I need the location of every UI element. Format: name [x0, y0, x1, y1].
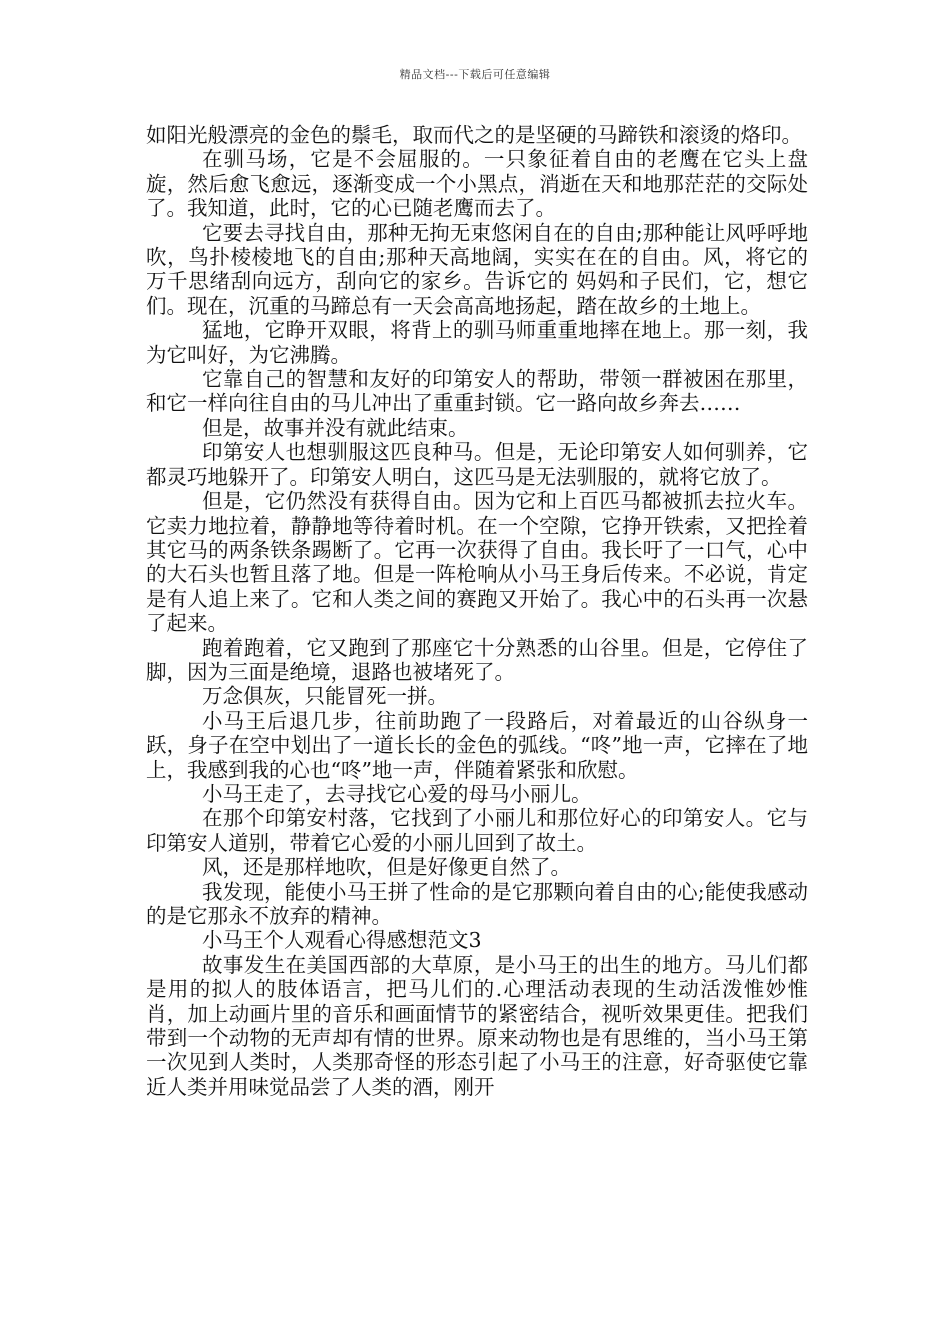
paragraph: 它靠自己的智慧和友好的印第安人的帮助，带领一群被困在那里，和它一样向往自由的马儿冲出了重重封锁。它一路向故乡奔去……	[146, 367, 808, 416]
paragraph: 它要去寻找自由，那种无拘无束悠闲自在的自由;那种能让风呼呼地吹，鸟扑棱棱地飞的自由;那种天高地阔，实实在在的自由。风，将它的万千思绪刮向远方，刮向它的家乡。告诉它的 妈妈和子民们，它，想它们。现在，沉重的马蹄总有一天会高高地扬起，踏在故乡的土地上。	[146, 220, 808, 318]
paragraph: 小马王走了，去寻找它心爱的母马小丽儿。	[202, 781, 592, 806]
paragraph: 小马王个人观看心得感想范文3	[202, 928, 482, 953]
paragraph: 跑着跑着，它又跑到了那座它十分熟悉的山谷里。但是，它停住了脚，因为三面是绝境，退路也被堵死了。	[146, 635, 808, 684]
paragraph: 但是，它仍然没有获得自由。因为它和上百匹马都被抓去拉火车。它卖力地拉着，静静地等待着时机。在一个空隙，它挣开铁索，又把拴着其它马的两条铁条踢断了。它再一次获得了自由。我长吁了一口气，心中的大石头也暂且落了地。但是一阵枪响从小马王身后传来。不必说，肯定是有人追上来了。它和人类之间的赛跑又开始了。我心中的石头再一次悬了起来。	[146, 489, 808, 636]
paragraph: 印第安人也想驯服这匹良种马。但是，无论印第安人如何驯养，它都灵巧地躲开了。印第安人明白，这匹马是无法驯服的，就将它放了。	[146, 440, 808, 489]
paragraph: 在那个印第安村落，它找到了小丽儿和那位好心的印第安人。它与印第安人道别，带着它心爱的小丽儿回到了故土。	[146, 806, 808, 855]
paragraph: 我发现，能使小马王拼了性命的是它那颗向着自由的心;能使我感动的是它那永不放弃的精神。	[146, 879, 808, 928]
document-body	[146, 123, 808, 1099]
paragraph: 猛地，它睁开双眼，将背上的驯马师重重地摔在地上。那一刻，我为它叫好，为它沸腾。	[146, 318, 808, 367]
paragraph: 小马王后退几步，往前助跑了一段路后，对着最近的山谷纵身一跃，身子在空中划出了一道长长的金色的弧线。“咚”地一声，它摔在了地上，我感到我的心也“咚”地一声，伴随着紧张和欣慰。	[146, 708, 808, 782]
paragraph: 故事发生在美国西部的大草原，是小马王的出生的地方。马儿们都是用的拟人的肢体语言，把马儿们的.心理活动表现的生动活泼惟妙惟肖，加上动画片里的音乐和画面情节的紧密结合，视听效果更佳。把我们带到一个动物的无声却有情的世界。原来动物也是有思维的，当小马王第一次见到人类时，人类那奇怪的形态引起了小马王的注意，好奇驱使它靠近人类并用味觉品尝了人类的酒，刚开	[146, 952, 808, 1099]
paragraph: 风，还是那样地吹，但是好像更自然了。	[202, 855, 571, 880]
paragraph: 万念俱灰，只能冒死一拼。	[202, 684, 448, 709]
paragraph: 如阳光般漂亮的金色的鬃毛，取而代之的是坚硬的马蹄铁和滚烫的烙印。	[146, 123, 802, 147]
paragraph: 在驯马场，它是不会屈服的。一只象征着自由的老鹰在它头上盘旋，然后愈飞愈远，逐渐变成一个小黑点，消逝在天和地那茫茫的交际处了。我知道，此时，它的心已随老鹰而去了。	[146, 147, 808, 221]
paragraph: 但是，故事并没有就此结束。	[202, 415, 469, 440]
page-header: 精品文档---下载后可任意编辑	[399, 68, 551, 81]
